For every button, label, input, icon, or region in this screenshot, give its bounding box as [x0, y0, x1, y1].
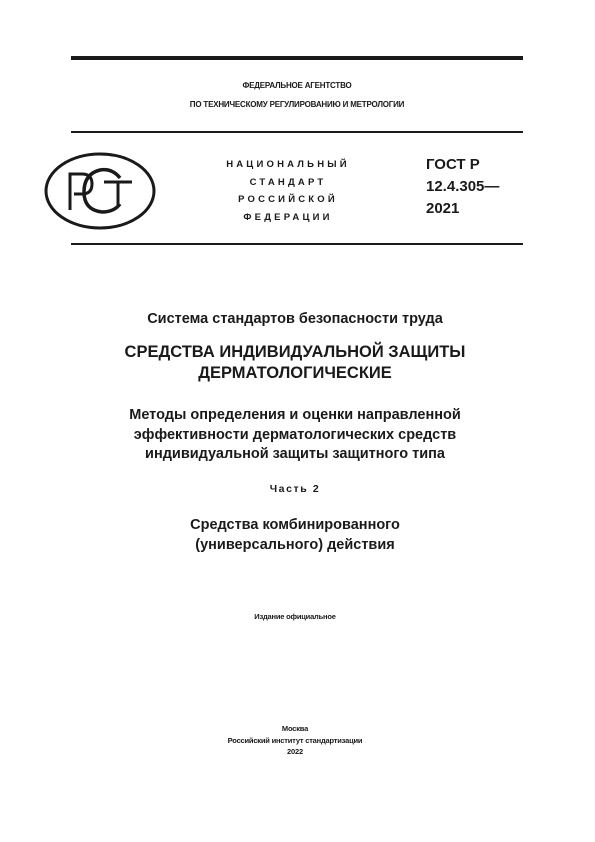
imprint-city: Москва [281, 724, 309, 733]
standard-type [200, 156, 376, 226]
standard-type-line2: СТАНДАРТ [249, 176, 327, 188]
main-title [40, 342, 550, 384]
official-edition-label: Издание официальное [254, 612, 336, 621]
designation-line1: ГОСТ Р [426, 156, 480, 173]
main-title-line2: ДЕРМАТОЛОГИЧЕСКИЕ [198, 364, 392, 382]
rst-logo-icon [44, 152, 156, 230]
main-title-line1: СРЕДСТВА ИНДИВИДУАЛЬНОЙ ЗАЩИТЫ [124, 343, 466, 361]
system-title: Система стандартов безопасности труда [147, 311, 443, 327]
part-label: Часть 2 [269, 483, 321, 495]
imprint-publisher: Российский институт стандартизации [227, 735, 363, 745]
imprint-year: 2022 [287, 747, 303, 756]
methods-title-line1: Методы определения и оценки направленной [129, 407, 461, 423]
standard-designation [426, 154, 499, 220]
part-title-line2: (универсального) действия [195, 536, 395, 553]
middle-rule [71, 131, 523, 133]
standard-type-line1: НАЦИОНАЛЬНЫЙ [226, 159, 350, 170]
methods-title-line3: индивидуальной защиты защитного типа [145, 446, 445, 462]
standard-type-line3: РОССИЙСКОЙ [238, 194, 338, 205]
part-title-line1: Средства комбинированного [190, 517, 400, 533]
standard-type-line4: ФЕДЕРАЦИИ [243, 211, 333, 223]
methods-title [40, 406, 550, 465]
methods-title-line2: эффективности дерматологических средств [133, 426, 457, 443]
designation-line3: 2021 [426, 200, 460, 217]
top-rule [71, 56, 523, 60]
part-title [40, 516, 550, 555]
agency-name-line1: ФЕДЕРАЛЬНОЕ АГЕНТСТВО [242, 81, 352, 90]
imprint [40, 723, 550, 758]
designation-line2: 12.4.305— [426, 178, 500, 195]
bottom-rule [71, 243, 523, 245]
agency-name-line2: ПО ТЕХНИЧЕСКОМУ РЕГУЛИРОВАНИЮ И МЕТРОЛОГИИ [189, 100, 405, 109]
